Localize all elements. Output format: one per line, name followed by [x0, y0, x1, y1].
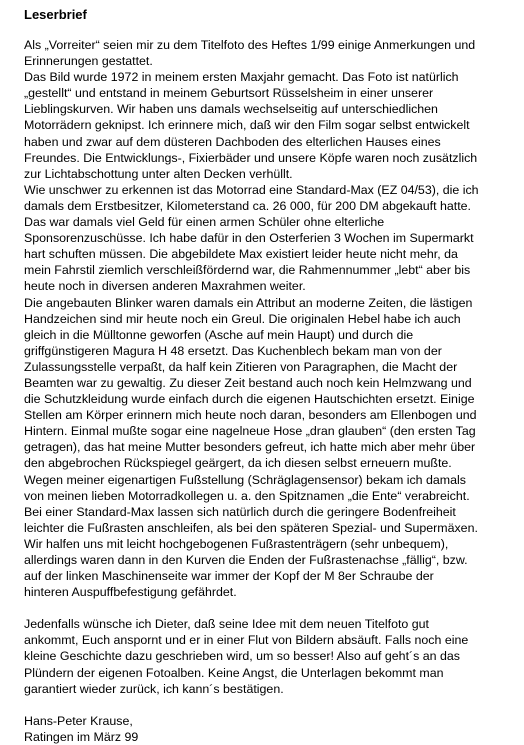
- text-line: „gestellt“ und entstand in meinem Geburtsort Rüsselsheim in einer unserer: [24, 86, 434, 101]
- text-line: damals dem Erstbesitzer, Kilometerstand ca. 26 000, für 200 DM abgekauft hatte.: [24, 198, 471, 213]
- text-line: ankommt, Euch anspornt und er in einer Flut von Bildern absäuft. Falls noch eine: [24, 633, 469, 648]
- text-line: heute noch in diversen anderen Maxrahmen weiter.: [24, 279, 306, 294]
- text-line: Lieblingskurven. Wir haben uns damals wechselseitig auf unterschiedlichen: [24, 102, 438, 117]
- text-line: von meinen lieben Motorradkollegen u. a. den Spitznamen „die Ente“ verabreicht.: [24, 488, 470, 503]
- text-line: Sponsorenzuschüsse. Ich habe dafür in den Osterferien 3 Wochen im Supermarkt: [24, 231, 474, 246]
- letter-title: Leserbrief: [24, 7, 87, 22]
- text-line: Beamten war zu gewaltig. Zu dieser Zeit bestand auch noch kein Helmzwang und: [24, 375, 472, 390]
- text-line: Stellen am Körper erinnern mich heute noch daran, besonders am Ellenbogen und: [24, 408, 477, 423]
- text-line: getragen), das hat meine Mutter besonders gefreut, ich hatte mich aber mehr über: [24, 440, 476, 455]
- text-line: Plündern der eigenen Fotoalben. Keine Angst, die Unterlagen bekommt man: [24, 665, 444, 680]
- text-line: Handzeichen sind mir heute noch ein Greul. Die originalen Hebel habe ich auch: [24, 311, 461, 326]
- text-line: Bei einer Standard-Max lassen sich natürlich durch die geringere Bodenfreiheit: [24, 504, 456, 519]
- signature-line: Ratingen im März 99: [24, 729, 139, 744]
- text-line: Freundes. Die Entwicklungs-, Fixierbäder und unsere Köpfe waren noch zusätzlich: [24, 150, 478, 165]
- text-line: Motorrädern geknipst. Ich erinnere mich, daß wir den Film sogar selbst entwickelt: [24, 118, 470, 133]
- paragraph-gap: [24, 600, 516, 616]
- text-line: Das Bild wurde 1972 in meinem ersten Maxjahr gemacht. Das Foto ist natürlich: [24, 70, 459, 85]
- text-line: Zulassungsstelle verpaßt, da half kein Zitieren von Paragraphen, die Macht der: [24, 359, 458, 374]
- text-line: Wir halfen uns mit leicht hochgebogenen Fußrastenträgern (sehr unbequem),: [24, 536, 449, 551]
- text-line: Das war damals viel Geld für einen armen Schüler ohne elterliche: [24, 215, 385, 230]
- signature-line: Hans-Peter Krause,: [24, 713, 133, 728]
- letter-body-paragraph-1: [24, 37, 516, 600]
- text-line: griffgünstigeren Magura H 48 ersetzt. Das Kuchenblech bekam man von der: [24, 343, 442, 358]
- letter-body-paragraph-2: [24, 616, 516, 696]
- text-line: Wie unschwer zu erkennen ist das Motorrad eine Standard-Max (EZ 04/53), die ich: [24, 182, 479, 197]
- text-line: Erinnerungen gestattet.: [24, 54, 153, 69]
- text-line: zur Lichtabschottung unter alten Decken verhüllt.: [24, 166, 293, 181]
- text-line: Die angebauten Blinker waren damals ein Attribut an moderne Zeiten, die lästigen: [24, 295, 473, 310]
- text-line: allerdings waren dann in den Kurven die Enden der Fußrastenachse „fällig“, bzw.: [24, 553, 468, 567]
- text-line: Wegen meiner eigenartigen Fußstellung (Schräglagensensor) bekam ich damals: [24, 472, 466, 487]
- text-line: Jedenfalls wünsche ich Dieter, daß seine Idee mit dem neuen Titelfoto gut: [24, 617, 429, 632]
- text-line: hinteren Auspuffbefestigung gefährdet.: [24, 585, 237, 600]
- text-line: mein Fahrstil ziemlich verschleißfördernd war, die Rahmennummer „lebt“ aber bis: [24, 263, 471, 278]
- text-line: die Schutzkleidung wurde einfach durch die eigenen Hautschichten ersetzt. Einige: [24, 392, 475, 407]
- text-line: garantiert wieder zurück, ich kann´s bestätigen.: [24, 681, 284, 696]
- text-line: leichter die Fußrasten anschleifen, als bei den späteren Spezial- und Supermäxen.: [24, 520, 478, 535]
- text-line: gleich in die Mülltonne geworfen (Asche auf mein Haupt) und durch die: [24, 327, 414, 342]
- text-line: Als „Vorreiter“ seien mir zu dem Titelfoto des Heftes 1/99 einige Anmerkungen und: [24, 38, 476, 52]
- text-line: haben und zwar auf dem düsteren Dachboden des elterlichen Hauses eines: [24, 134, 441, 149]
- text-line: Hintern. Einmal mußte sogar eine nagelneue Hose „dran glauben“ (den ersten Tag: [24, 424, 476, 439]
- text-line: kleine Geschichte dazu geschrieben wird, um so besser! Also auf geht´s an das: [24, 649, 460, 664]
- text-line: den abgebrochen Rückspiegel geärgert, da ich diesen selbst erneuern mußte.: [24, 456, 452, 471]
- paragraph-gap: [24, 697, 516, 713]
- text-line: auf der linken Maschinenseite war immer der Kopf der M 8er Schraube der: [24, 569, 434, 584]
- letter-signature: [24, 713, 516, 745]
- text-line: hart schuften müssen. Die abgebildete Max existiert leider heute nicht mehr, da: [24, 247, 458, 262]
